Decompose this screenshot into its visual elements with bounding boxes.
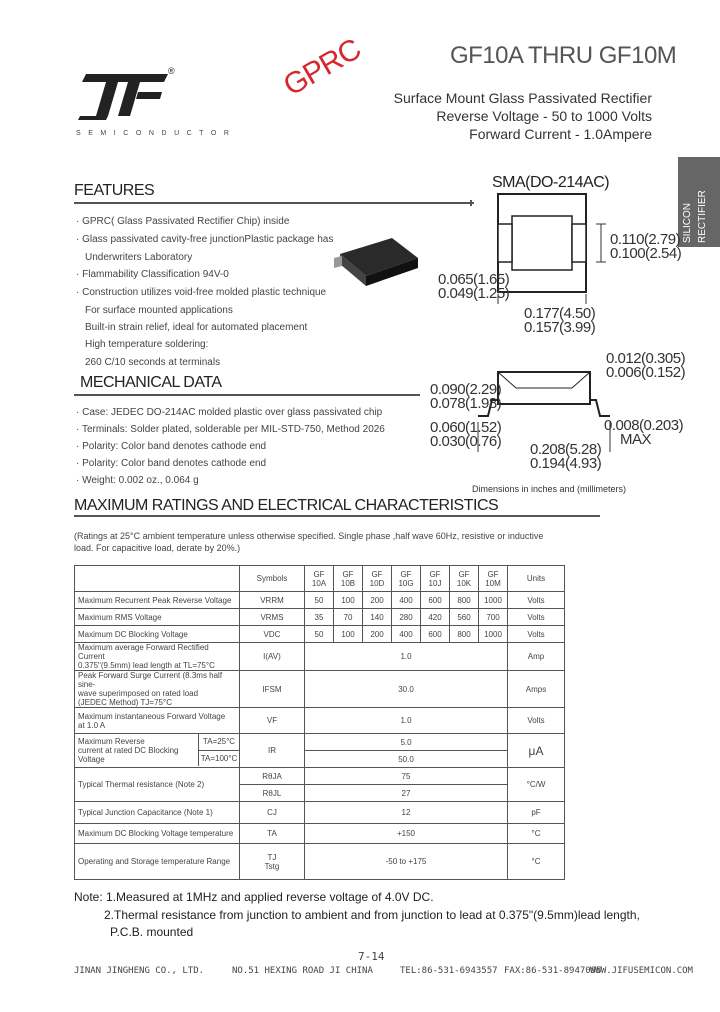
- table-cell-unit: °C/W: [508, 768, 565, 802]
- ratings-rule: [74, 515, 600, 517]
- table-cell-unit: Volts: [508, 708, 565, 734]
- table-cell-symbol: VRMS: [240, 609, 305, 626]
- table-row: [75, 844, 565, 880]
- table-cell: 700: [479, 609, 508, 626]
- table-cell-unit: Volts: [508, 609, 565, 626]
- table-cell: 1.0: [305, 708, 508, 734]
- table-header-part: GF 10J: [421, 566, 450, 592]
- table-cell-unit: Volts: [508, 592, 565, 609]
- logo-tagline: S E M I C O N D U C T O R: [76, 130, 232, 137]
- table-cell: 50.0: [305, 751, 508, 768]
- table-cell-unit: °C: [508, 824, 565, 844]
- feature-item: Underwriters Laboratory: [85, 252, 193, 263]
- dim-gap: 0.008(0.203): [604, 417, 684, 434]
- table-cell-symbol: VF: [240, 708, 305, 734]
- table-header-symbols: Symbols: [240, 566, 305, 592]
- table-row: [75, 609, 565, 626]
- footer-web: WWW.JIFUSEMICON.COM: [590, 966, 693, 976]
- company-logo: [78, 68, 188, 124]
- footer-fax: FAX:86-531-8947095: [504, 966, 602, 976]
- feature-item: · Construction utilizes void-free molded plastic technique: [76, 287, 327, 298]
- feature-item: · GPRC( Glass Passivated Rectifier Chip) inside: [76, 216, 290, 227]
- table-cell-unit: Volts: [508, 626, 565, 643]
- table-row: [75, 802, 565, 824]
- table-header-part: GF 10B: [334, 566, 363, 592]
- table-cell: 200: [363, 592, 392, 609]
- table-cell: 27: [305, 785, 508, 802]
- table-cell: 1000: [479, 626, 508, 643]
- table-row: [75, 671, 565, 708]
- side-tab: [678, 157, 720, 247]
- footer-company: JINAN JINGHENG CO., LTD.: [74, 966, 205, 976]
- package-name: SMA(DO-214AC): [492, 174, 610, 191]
- table-cell-symbol: IR: [240, 734, 305, 768]
- feature-item: Built-in strain relief, ideal for automated placement: [85, 322, 308, 333]
- table-cell: 70: [334, 609, 363, 626]
- dim-height-min: 0.078(1.98): [430, 395, 502, 412]
- mechanical-item: · Terminals: Solder plated, solderable per MIL-STD-750, Method 2026: [76, 424, 385, 435]
- table-row: [75, 643, 565, 671]
- table-cell: 30.0: [305, 671, 508, 708]
- dimensions-note: Dimensions in inches and (millimeters): [472, 484, 627, 494]
- table-cell-param: Maximum Recurrent Peak Reverse Voltage: [75, 592, 240, 609]
- side-tab-line2: RECTIFIER: [697, 190, 708, 243]
- table-cell-unit: μA: [508, 734, 565, 768]
- footer-address: NO.51 HEXING ROAD JI CHINA: [232, 966, 373, 976]
- table-cell: 800: [450, 592, 479, 609]
- table-cell-param: Typical Junction Capacitance (Note 1): [75, 802, 240, 824]
- table-cell-param: Typical Thermal resistance (Note 2): [75, 768, 240, 802]
- ratings-intro-2: load. For capacitive load, derate by 20%.): [74, 543, 241, 553]
- table-cell: 1.0: [305, 643, 508, 671]
- table-cell: 100: [334, 592, 363, 609]
- dim-length-max: 0.177(4.50): [524, 305, 596, 322]
- table-cell: 420: [421, 609, 450, 626]
- features-list: [76, 216, 333, 375]
- table-cell: 50: [305, 592, 334, 609]
- table-cell: 560: [450, 609, 479, 626]
- dim-length-min: 0.157(3.99): [524, 319, 596, 336]
- table-cell: 140: [363, 609, 392, 626]
- table-cell: 5.0: [305, 734, 508, 751]
- table-cell: 400: [392, 626, 421, 643]
- mechanical-item: · Polarity: Color band denotes cathode end: [76, 441, 267, 452]
- table-cell: 600: [421, 626, 450, 643]
- table-cell: 280: [392, 609, 421, 626]
- table-cell: 600: [421, 592, 450, 609]
- table-cell-symbol: CJ: [240, 802, 305, 824]
- feature-item: High temperature soldering:: [85, 339, 209, 350]
- dim-width-max: 0.110(2.79): [610, 231, 681, 248]
- note-1: Note: 1.Measured at 1MHz and applied reverse voltage of 4.0V DC.: [74, 890, 434, 904]
- footer-tel: TEL:86-531-6943557: [400, 966, 498, 976]
- table-cell: 100: [334, 626, 363, 643]
- table-cell: 75: [305, 768, 508, 785]
- mechanical-list: [76, 407, 385, 492]
- table-cell-unit: pF: [508, 802, 565, 824]
- table-cell-param: Maximum DC Blocking Voltage temperature: [75, 824, 240, 844]
- table-cell-unit: °C: [508, 844, 565, 880]
- part-title: GF10A THRU GF10M: [450, 42, 677, 69]
- table-cell-param: Operating and Storage temperature Range: [75, 844, 240, 880]
- table-cell-symbol: VRRM: [240, 592, 305, 609]
- feature-item: 260 C/10 seconds at terminals: [85, 357, 221, 368]
- dim-leadform-max: 0.060(1.52): [430, 419, 502, 436]
- table-cell-param: Maximum average Forward Rectified Current 0.375"(9.5mm) lead length at TL=75°C: [75, 643, 240, 671]
- table-cell-symbol: VDC: [240, 626, 305, 643]
- dim-lead-max: 0.065(1.65): [438, 271, 510, 288]
- mechanical-rule: [74, 394, 420, 396]
- table-cell-unit: Amps: [508, 671, 565, 708]
- mechanical-item: · Weight: 0.002 oz., 0.064 g: [76, 475, 199, 486]
- features-heading: FEATURES: [74, 182, 155, 199]
- package-photo: [334, 232, 424, 292]
- dim-leadform-min: 0.030(0.76): [430, 433, 502, 450]
- table-header-part: GF 10K: [450, 566, 479, 592]
- dim-total-max: 0.208(5.28): [530, 441, 602, 458]
- table-row: [75, 734, 565, 751]
- table-cell-param: Maximum RMS Voltage: [75, 609, 240, 626]
- table-header-part: GF 10D: [363, 566, 392, 592]
- ir-temp-2: TA=100°C: [198, 751, 239, 766]
- table-cell-symbol: RθJA: [240, 768, 305, 785]
- table-cell-symbol: IFSM: [240, 671, 305, 708]
- mechanical-item: · Case: JEDEC DO-214AC molded plastic over glass passivated chip: [76, 407, 383, 418]
- table-cell: -50 to +175: [305, 844, 508, 880]
- features-rule: [74, 202, 474, 204]
- table-header-row: [75, 566, 565, 592]
- forward-current: Forward Current - 1.0Ampere: [469, 126, 652, 142]
- feature-item: For surface mounted applications: [85, 305, 233, 316]
- reverse-voltage: Reverse Voltage - 50 to 1000 Volts: [436, 108, 652, 124]
- dim-thickness-max: 0.012(0.305): [606, 350, 686, 367]
- registered-mark: ®: [168, 66, 175, 76]
- table-cell: 200: [363, 626, 392, 643]
- table-row: [75, 592, 565, 609]
- product-subtitle: Surface Mount Glass Passivated Rectifier: [393, 90, 652, 106]
- dim-height-max: 0.090(2.29): [430, 381, 502, 398]
- ratings-table: [74, 565, 565, 880]
- table-header-part: GF 10G: [392, 566, 421, 592]
- table-cell-symbol: I(AV): [240, 643, 305, 671]
- table-cell: 35: [305, 609, 334, 626]
- table-cell-param: Maximum instantaneous Forward Voltage at 1.0 A: [75, 708, 240, 734]
- table-cell: 1000: [479, 592, 508, 609]
- table-cell-symbol: TJ Tstg: [240, 844, 305, 880]
- ir-temp-1: TA=25°C: [198, 734, 239, 751]
- dim-lead-min: 0.049(1.25): [438, 285, 510, 302]
- table-cell-param: Maximum DC Blocking Voltage: [75, 626, 240, 643]
- table-header-part: GF 10M: [479, 566, 508, 592]
- table-header-units: Units: [508, 566, 565, 592]
- table-cell-param: Maximum Reverse current at rated DC Blocking Voltage TA=25°C TA=100°C: [75, 734, 240, 768]
- feature-item: · Glass passivated cavity-free junctionPlastic package has: [76, 234, 334, 245]
- table-row: [75, 768, 565, 785]
- mechanical-item: · Polarity: Color band denotes cathode end: [76, 458, 267, 469]
- table-header-param: [75, 566, 240, 592]
- dim-width-min: 0.100(2.54): [610, 245, 682, 262]
- feature-item: · Flammability Classification 94V-0: [76, 269, 229, 280]
- table-cell: 800: [450, 626, 479, 643]
- side-tab-line1: SILICON: [682, 202, 693, 243]
- table-cell: 400: [392, 592, 421, 609]
- table-cell-symbol: RθJL: [240, 785, 305, 802]
- note-2: 2.Thermal resistance from junction to ambient and from junction to lead at 0.375"(9.5mm)lead length,: [104, 908, 640, 922]
- table-cell: +150: [305, 824, 508, 844]
- ratings-intro-1: (Ratings at 25°C ambient temperature unless otherwise specified. Single phase ,half wave 60Hz, resistive or inductive: [74, 531, 544, 541]
- table-cell: 50: [305, 626, 334, 643]
- table-row: [75, 824, 565, 844]
- table-row: [75, 626, 565, 643]
- note-3: P.C.B. mounted: [110, 925, 194, 939]
- table-cell-param: Peak Forward Surge Current (8.3ms half sine- wave superimposed on rated load (JEDEC Method) TJ=75°C: [75, 671, 240, 708]
- table-row: [75, 708, 565, 734]
- table-cell-symbol: TA: [240, 824, 305, 844]
- gprc-stamp: GPRC: [278, 32, 367, 103]
- table-header-part: GF 10A: [305, 566, 334, 592]
- dim-total-min: 0.194(4.93): [530, 455, 602, 472]
- page-number: 7-14: [358, 950, 385, 963]
- ratings-heading: MAXIMUM RATINGS AND ELECTRICAL CHARACTERISTICS: [74, 497, 499, 514]
- dim-thickness-min: 0.006(0.152): [606, 364, 686, 381]
- mechanical-heading: MECHANICAL DATA: [80, 374, 222, 391]
- dim-gap-note: MAX: [620, 431, 652, 448]
- table-cell: 12: [305, 802, 508, 824]
- table-cell-unit: Amp: [508, 643, 565, 671]
